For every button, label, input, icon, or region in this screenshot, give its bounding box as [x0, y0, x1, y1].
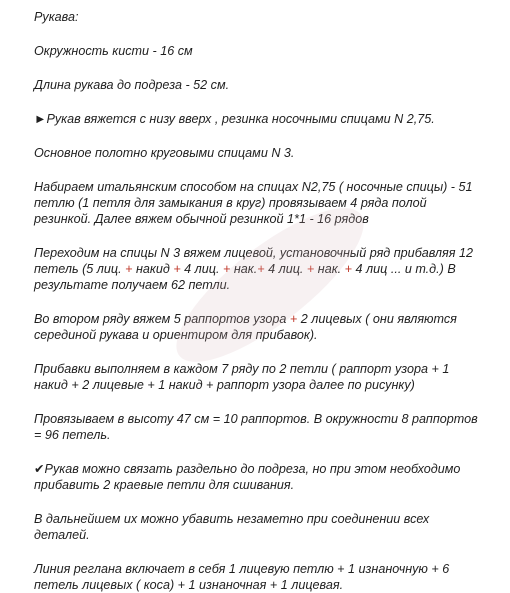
text-run: Длина рукава до подреза - 52 см.: [34, 78, 230, 92]
paragraph-p8: [34, 311, 480, 343]
paragraph-p11: [34, 461, 480, 493]
plus-sign: +: [306, 262, 315, 276]
text-run: нак.: [314, 262, 345, 276]
text-run: В дальнейшем их можно убавить незаметно при соединении всех деталей.: [34, 512, 430, 542]
paragraph-p1: [34, 9, 480, 25]
document-body: [34, 9, 480, 593]
text-run: накид: [132, 262, 174, 276]
plus-sign: +: [125, 262, 133, 276]
paragraph-p4: [34, 111, 480, 127]
plus-sign: +: [344, 262, 353, 276]
paragraph-p12: [34, 511, 480, 543]
text-run: Линия реглана включает в себя 1 лицевую петлю + 1 изнаночную + 6 петель лицевых ( коса) + 1 изнаночная + 1 лицевая.: [34, 562, 450, 592]
text-run: 4 лиц.: [180, 262, 223, 276]
paragraph-p7: [34, 245, 480, 293]
text-run: ✔Рукав можно связать раздельно до подреза, но при этом необходимо прибавить 2 краевые петли для сшивания.: [34, 462, 461, 492]
text-run: нак.: [230, 262, 258, 276]
text-run: ►Рукав вяжется с низу вверх , резинка носочными спицами N 2,75.: [34, 112, 435, 126]
text-run: 4 лиц ... и т.д.) В результате получаем 62 петли.: [34, 262, 456, 292]
text-run: 4 лиц.: [264, 262, 307, 276]
text-run: Рукава:: [34, 10, 79, 24]
paragraph-p13: [34, 561, 480, 593]
text-run: 2 лицевых ( они являются серединой рукава и ориентиром для прибавок).: [34, 312, 457, 342]
paragraph-p5: [34, 145, 480, 161]
plus-sign: +: [289, 312, 298, 326]
paragraph-p10: [34, 411, 480, 443]
plus-sign: +: [257, 262, 265, 276]
paragraph-p3: [34, 77, 480, 93]
paragraph-p6: [34, 179, 480, 227]
text-run: Набираем итальянским способом на спицах N2,75 ( носочные спицы) - 51 петлю (1 петля для замыкания в круг) провязываем 4 ряда полой резинкой. Далее вяжем обычной резинкой 1*1 - 16 рядов: [34, 180, 473, 226]
text-run: Основное полотно круговыми спицами N 3.: [34, 146, 295, 160]
paragraph-p9: [34, 361, 480, 393]
text-run: Во втором ряду вяжем 5 раппортов узора: [34, 312, 290, 326]
plus-sign: +: [173, 262, 181, 276]
text-run: Окружность кисти - 16 см: [34, 44, 193, 58]
text-run: Провязываем в высоту 47 см = 10 раппортов. В окружности 8 раппортов = 96 петель.: [34, 412, 478, 442]
text-run: Прибавки выполняем в каждом 7 ряду по 2 петли ( раппорт узора + 1 накид + 2 лицевые + 1 накид + раппорт узора далее по рисунку): [34, 362, 450, 392]
text-run: Переходим на спицы N 3 вяжем лицевой, установочный ряд прибавляя 12 петель (5 лиц.: [34, 246, 473, 276]
paragraph-p2: [34, 43, 480, 59]
plus-sign: +: [222, 262, 231, 276]
